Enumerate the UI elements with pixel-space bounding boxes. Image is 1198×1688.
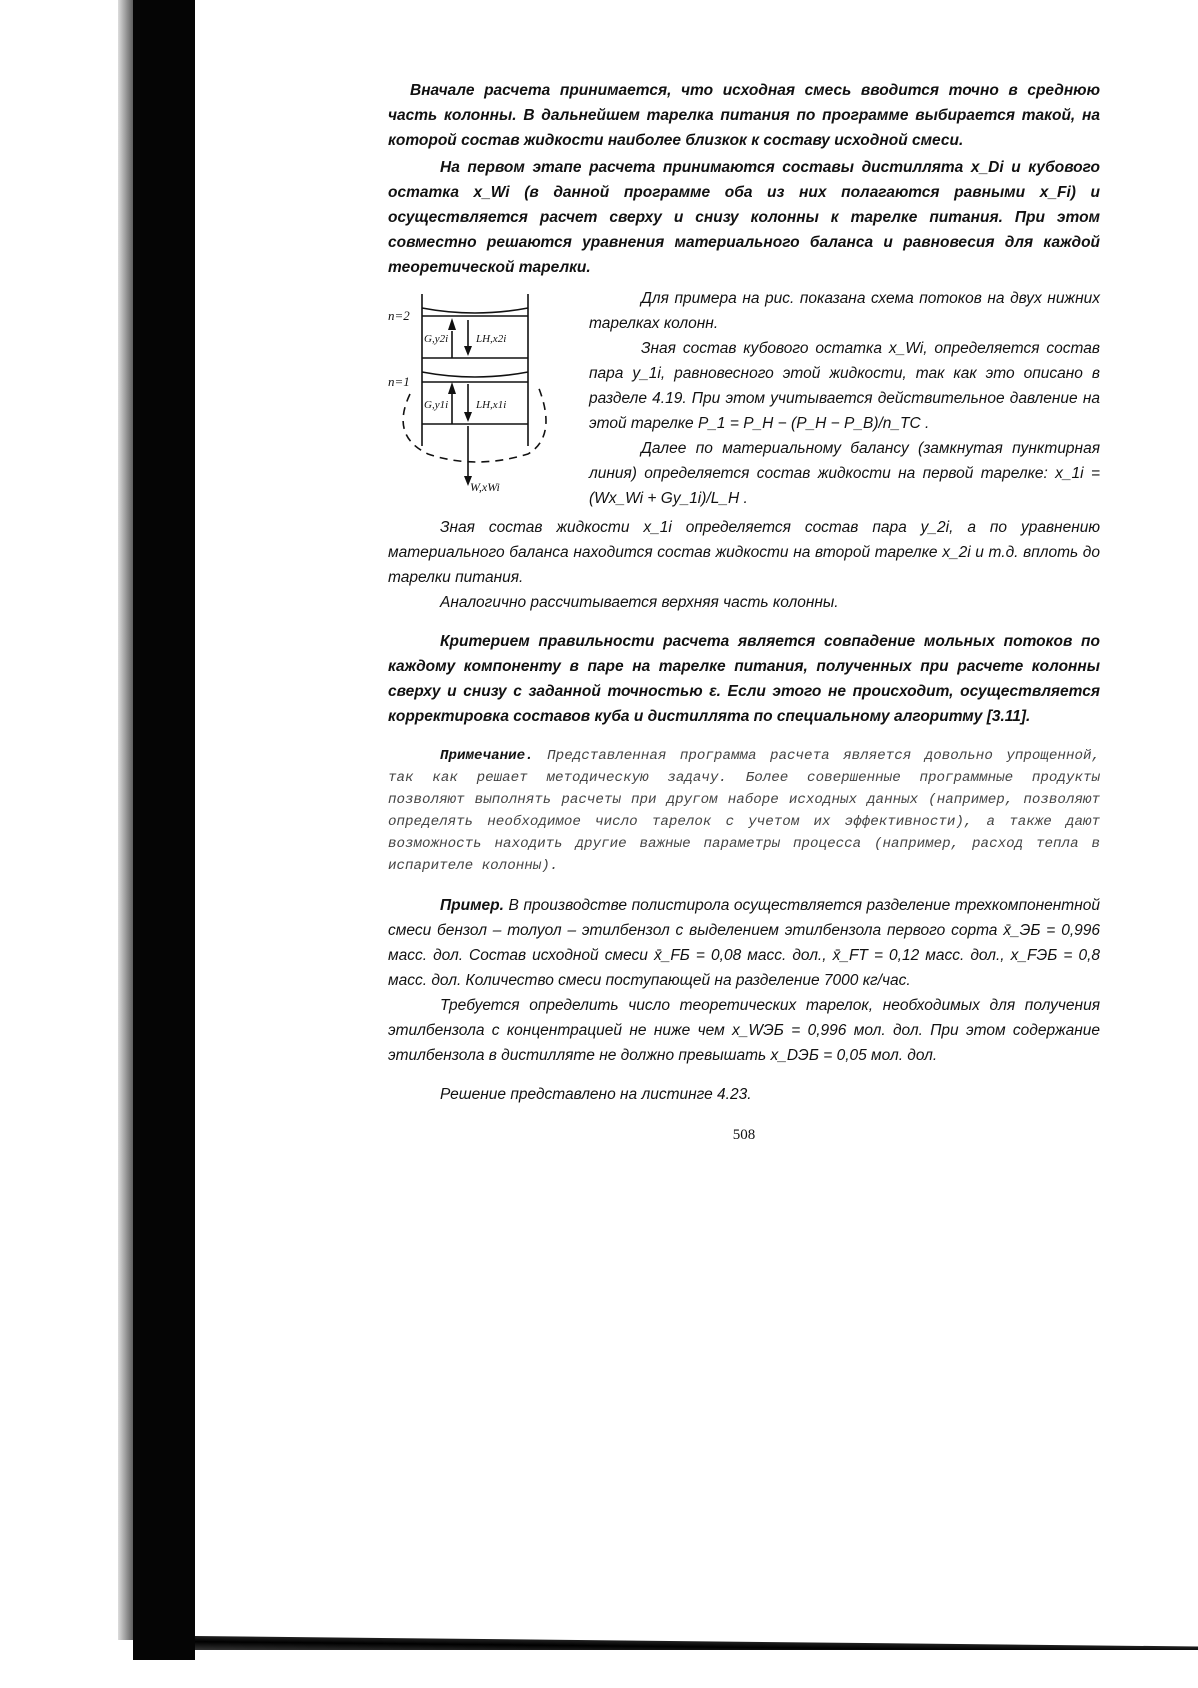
- paragraph-intro: Вначале расчета принимается, что исходная смесь вводится точно в среднюю часть колонны. В дальнейшем тарелка питания по программе выбирается такой, на которой состав жидкости наиболее близкок к составу исходной смеси.: [388, 82, 1100, 149]
- paragraph-example-figure: Для примера на рис. показана схема потоков на двух нижних тарелках колонн.: [589, 290, 1100, 332]
- label-l2: LH,x2i: [476, 333, 507, 345]
- paragraph-second-tray: Зная состав жидкости x_1i определяется состав пара y_2i, а по уравнению материального баланса находится состав жидкости на второй тарелке x_2i и т.д. вплоть до тарелки питания.: [388, 519, 1100, 586]
- tray-diagram-svg: [388, 286, 563, 501]
- paragraph-criterion: Критерием правильности расчета является совпадение мольных потоков по каждому компоненту в паре на тарелке питания, полученных при расчете колонны сверху и снизу с заданной точностью ε. Если этого не происходит, осуществляется корректировка составов куба и дистиллята по специальному алгоритму [3.11].: [388, 633, 1100, 725]
- paragraph-bottoms-composition: Зная состав кубового остатка x_Wi, определяется состав пара y_1i, равновесного этой жидкости, так как это описано в разделе 4.19. При этом учитывается действительное давление на этой тарелке P_1 = P_H − (P_H − P_B)/n_TC .: [589, 340, 1100, 432]
- tray-flow-diagram: [388, 286, 563, 501]
- example-label: Пример.: [440, 897, 504, 914]
- page-number: 508: [732, 1127, 756, 1143]
- spine-black-edge: [133, 0, 195, 1660]
- label-n2: n=2: [388, 308, 410, 323]
- note-text: Представленная программа расчета является довольно упрощенной, так как решает методическую задачу. Более совершенные программные продукты позволяют выполнять расчеты при другом наборе исходных данных (например, позволяют определять необходимое число тарелок с учетом их эффективности), а также дают возможность находить другие важные параметры процесса (например, расход тепла в испарителе колонны).: [388, 748, 1100, 874]
- document-page: [388, 78, 1100, 1144]
- paragraph-first-stage: На первом этапе расчета принимаются составы дистиллята x_Di и кубового остатка x_Wi (в данной программе оба из них полагаются равными x_Fi) и осуществляется расчет сверху и снизу колонны к тарелке питания. При этом совместно решаются уравнения материального баланса и равновесия для каждой теоретической тарелки.: [388, 159, 1100, 276]
- label-n1: n=1: [388, 374, 410, 389]
- label-g1: G,y1i: [424, 399, 449, 411]
- book-spine: [0, 0, 195, 1688]
- paragraph-task: Требуется определить число теоретических тарелок, необходимых для получения этилбензола с концентрацией не ниже чем x_WЭБ = 0,996 мол. дол. При этом содержание этилбензола в дистилляте не должно превышать x_DЭБ = 0,05 мол. дол.: [388, 997, 1100, 1064]
- example-text: В производстве полистирола осуществляется разделение трехкомпонентной смеси бензол – толуол – этилбензол с выделением этилбензола первого сорта x̄_ЭБ = 0,996 масс. дол. Состав исходной смеси x̄_FБ = 0,08 масс. дол., x̄_FT = 0,12 масс. дол., x_FЭБ = 0,8 масс. дол. Количество смеси поступающей на разделение 7000 кг/час.: [388, 897, 1100, 989]
- paragraph-solution: Решение представлено на листинге 4.23.: [440, 1086, 752, 1103]
- label-w: W,xWi: [470, 480, 500, 494]
- figure-description: [589, 286, 1100, 511]
- figure-row: [388, 286, 1100, 511]
- note-label: Примечание.: [440, 748, 534, 764]
- label-g2: G,y2i: [424, 333, 449, 345]
- paragraph-example: [388, 893, 1100, 993]
- paragraph-top-section: Аналогично рассчитывается верхняя часть колонны.: [440, 594, 839, 611]
- paragraph-material-balance: Далее по материальному балансу (замкнутая пунктирная линия) определяется состав жидкости на первой тарелке: x_1i = (Wx_Wi + Gy_1i)/L_H .: [589, 440, 1100, 507]
- paragraph-note: [388, 745, 1100, 877]
- page-bottom-blank: [195, 1650, 1198, 1688]
- label-l1: LH,x1i: [476, 399, 507, 411]
